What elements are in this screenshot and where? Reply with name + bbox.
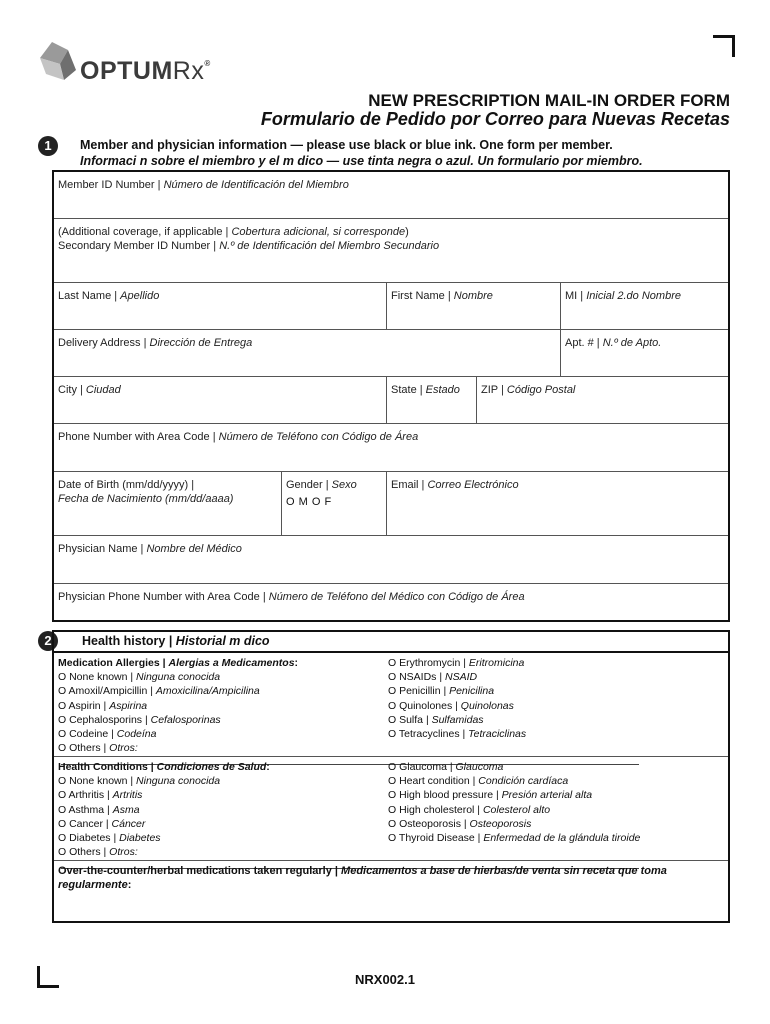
condition-checkbox-2[interactable]: O Asthma | Asma <box>58 803 140 816</box>
checkbox-circle-icon: O <box>388 789 400 802</box>
checkbox-circle-icon: O <box>58 728 70 741</box>
allergies-left-column: Medication Allergies | Alergias a Medicamentos: O None known | Ninguna conocida O Amoxil/Ampicillin | Amoxicilina/Ampicilina O Aspirin | Aspirina O Cephalosporins | Cefalosporinas O Codeine | Codeína O Others | Otros: <box>58 656 378 770</box>
allergy-right-checkbox-0[interactable]: O Erythromycin | Eritromicina <box>388 657 525 669</box>
checkbox-circle-icon: O <box>388 817 400 830</box>
name-row <box>54 283 728 330</box>
condition-right-checkbox-3[interactable]: O High cholesterol | Colesterol alto <box>388 803 551 816</box>
form-code: NRX002.1 <box>355 972 415 987</box>
first-name-field[interactable]: First Name | Nombre <box>386 283 560 329</box>
checkbox-circle-icon: O <box>388 728 399 741</box>
city-field[interactable]: City | Ciudad <box>58 384 121 396</box>
allergy-right-checkbox-1[interactable]: O NSAIDs | NSAID <box>388 671 478 684</box>
checkbox-circle-icon: O <box>58 699 69 712</box>
checkbox-circle-icon: O <box>58 832 70 845</box>
allergy-checkbox-0[interactable]: O None known | Ninguna conocida <box>58 671 221 684</box>
checkbox-circle-icon: O <box>388 671 400 684</box>
delivery-address-field[interactable]: Delivery Address | Dirección de Entrega <box>58 337 253 349</box>
physician-name-field[interactable]: Physician Name | Nombre del Médico <box>54 536 728 584</box>
gender-field[interactable]: Gender | Sexo O M O F <box>281 472 386 535</box>
allergy-checkbox-2[interactable]: O Aspirin | Aspirina <box>58 699 148 712</box>
checkbox-circle-icon: O <box>58 713 70 726</box>
checkbox-circle-icon: O <box>58 685 69 698</box>
member-info-form <box>52 170 730 622</box>
member-id-field[interactable]: Member ID Number | Número de Identificación del Miembro <box>54 172 728 219</box>
form-title-es: Formulario de Pedido por Correo para Nuevas Recetas <box>260 109 730 129</box>
allergies-right-column <box>388 656 718 741</box>
dob-field[interactable]: Date of Birth (mm/dd/yyyy) | Fecha de Nacimiento (mm/dd/aaaa) <box>58 479 234 505</box>
checkbox-circle-icon: O <box>58 846 70 859</box>
condition-checkbox-3[interactable]: O Cancer | Cáncer <box>58 817 146 830</box>
condition-checkbox-1[interactable]: O Arthritis | Artritis <box>58 789 143 802</box>
checkbox-circle-icon: O <box>58 789 69 802</box>
allergy-checkbox-5[interactable]: O Others | Otros: <box>58 741 378 769</box>
secondary-member-id-field[interactable]: (Additional coverage, if applicable | Cobertura adicional, si corresponde) Secondary Member ID Number | N.º de Identificación del Miembro Secundario <box>54 219 728 283</box>
dob-row <box>54 472 728 536</box>
condition-checkbox-0[interactable]: O None known | Ninguna conocida <box>58 775 221 788</box>
checkbox-circle-icon: O <box>388 761 400 773</box>
optum-logo-mark <box>38 40 78 82</box>
checkbox-circle-icon: O <box>388 657 400 669</box>
city-row <box>54 377 728 424</box>
section-2-number: 2 <box>38 631 58 651</box>
checkbox-circle-icon: O <box>58 742 70 755</box>
section-2-header: Health history | Historial m dico <box>52 630 730 652</box>
physician-phone-field[interactable]: Physician Phone Number with Area Code | Número de Teléfono del Médico con Código de Área <box>58 591 525 603</box>
allergies-divider <box>54 756 728 757</box>
checkbox-circle-icon: O <box>388 832 399 845</box>
allergy-checkbox-3[interactable]: O Cephalosporins | Cefalosporinas <box>58 713 221 726</box>
health-history-form <box>52 651 730 923</box>
zip-field[interactable]: ZIP | Código Postal <box>476 377 728 423</box>
state-field[interactable]: State | Estado <box>386 377 476 423</box>
section-1-instructions-es: Informaci n sobre el miembro y el m dico — use tinta negra o azul. Un formulario por miembro. <box>80 154 643 168</box>
checkbox-circle-icon: O <box>388 775 400 788</box>
address-row <box>54 330 728 377</box>
phone-field[interactable]: Phone Number with Area Code | Número de Teléfono con Código de Área <box>54 424 728 472</box>
form-title-en: NEW PRESCRIPTION MAIL-IN ORDER FORM <box>368 91 730 110</box>
conditions-left-column: Health Conditions | Condiciones de Salud: O None known | Ninguna conocida O Arthritis | Artritis O Asthma | Asma O Cancer | Cáncer O Diabetes | Diabetes O Others | Otros: <box>58 760 378 874</box>
checkbox-circle-icon: O <box>58 775 70 788</box>
section-1-number: 1 <box>38 136 58 156</box>
otc-medications-field[interactable]: Over-the-counter/herbal medications taken regularly | Medicamentos a base de hierbas/de venta sin receta que toma regularmente: <box>58 865 667 891</box>
condition-checkbox-4[interactable]: O Diabetes | Diabetes <box>58 832 161 845</box>
checkbox-circle-icon: O <box>58 803 69 816</box>
condition-checkbox-5[interactable]: O Others | Otros: <box>58 845 378 873</box>
apt-number-field[interactable]: Apt. # | N.º de Apto. <box>560 330 728 376</box>
checkbox-circle-icon: O <box>388 713 400 726</box>
checkbox-circle-icon: O <box>388 685 400 698</box>
checkbox-circle-icon: O <box>388 699 400 712</box>
optum-rx-logo: OPTUMRx® <box>80 57 211 85</box>
condition-right-checkbox-4[interactable]: O Osteoporosis | Osteoporosis <box>388 817 532 830</box>
allergy-checkbox-4[interactable]: O Codeine | Codeína <box>58 728 157 741</box>
condition-right-checkbox-0[interactable]: O Glaucoma | Glaucoma <box>388 761 504 773</box>
email-field[interactable]: Email | Correo Electrónico <box>386 472 728 535</box>
allergy-right-checkbox-2[interactable]: O Penicillin | Penicilina <box>388 685 495 698</box>
crop-mark-top-right <box>713 35 735 57</box>
checkbox-circle-icon: O <box>388 803 400 816</box>
middle-initial-field[interactable]: MI | Inicial 2.do Nombre <box>560 283 728 329</box>
condition-right-checkbox-5[interactable]: O Thyroid Disease | Enfermedad de la glándula tiroide <box>388 832 641 845</box>
checkbox-circle-icon: O <box>58 817 70 830</box>
allergy-right-checkbox-5[interactable]: O Tetracyclines | Tetraciclinas <box>388 728 527 741</box>
allergy-right-checkbox-3[interactable]: O Quinolones | Quinolonas <box>388 699 514 712</box>
checkbox-circle-icon: O <box>58 671 70 684</box>
last-name-field[interactable]: Last Name | Apellido <box>58 290 160 302</box>
allergy-right-checkbox-4[interactable]: O Sulfa | Sulfamidas <box>388 713 484 726</box>
gender-radio-options[interactable]: O M O F <box>286 496 332 508</box>
section-1-header <box>52 133 730 171</box>
section-1-instructions-en: Member and physician information — please use black or blue ink. One form per member. <box>80 138 613 152</box>
condition-right-checkbox-2[interactable]: O High blood pressure | Presión arterial alta <box>388 789 593 802</box>
conditions-divider <box>54 860 728 861</box>
conditions-right-column <box>388 760 718 845</box>
allergy-checkbox-1[interactable]: O Amoxil/Ampicillin | Amoxicilina/Ampicilina <box>58 685 260 698</box>
condition-right-checkbox-1[interactable]: O Heart condition | Condición cardíaca <box>388 775 569 788</box>
